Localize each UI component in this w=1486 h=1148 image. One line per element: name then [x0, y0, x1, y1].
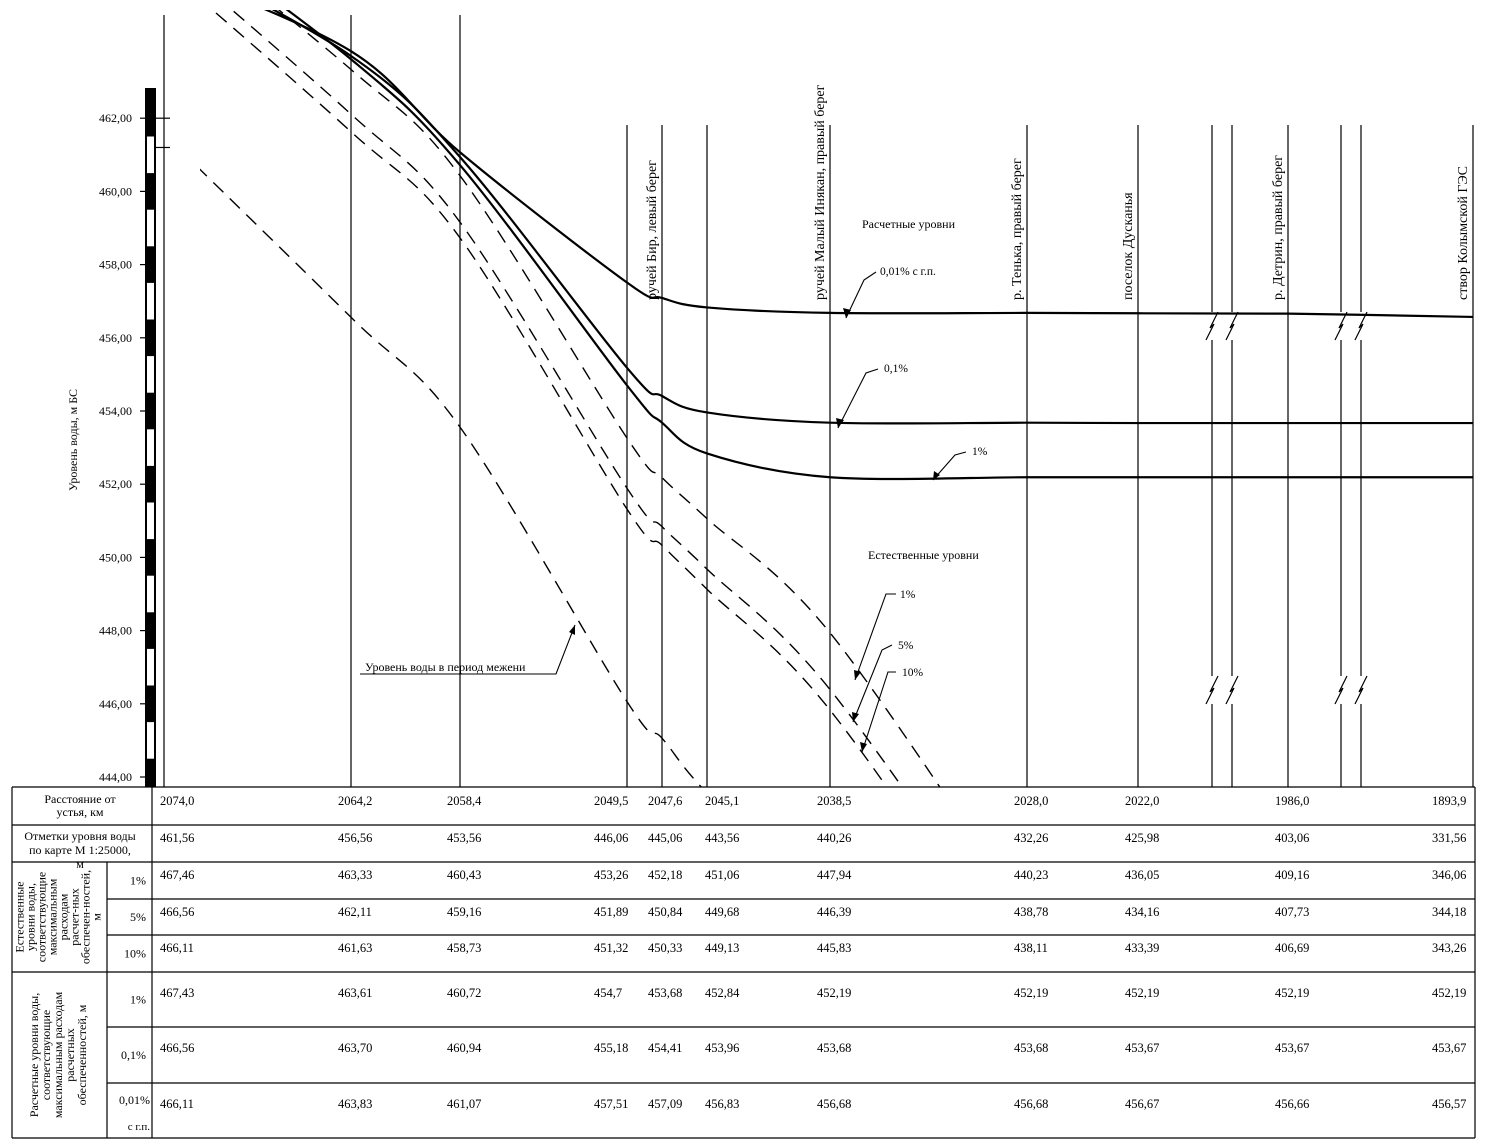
cell-design-level: 453,68 — [648, 986, 683, 1000]
y-axis-label: Уровень воды, м БС — [66, 388, 80, 492]
cell-design-level: 452,84 — [705, 986, 740, 1000]
station-place-label: ручей Малый Инякан, правый берег — [813, 84, 828, 300]
arrow-low-water — [569, 625, 575, 635]
y-tick-label: 460,00 — [99, 184, 132, 199]
cell-map-level: 403,06 — [1275, 831, 1310, 845]
cell-natural-level: 453,26 — [594, 868, 629, 882]
y-tick-label: 462,00 — [99, 111, 132, 126]
cell-design-level: 456,57 — [1432, 1097, 1467, 1111]
station-place-label: створ Колымской ГЭС — [1456, 165, 1471, 300]
scale-bar-segment — [147, 356, 154, 393]
cell-design-level: 463,70 — [338, 1041, 373, 1055]
label-design-1: 1% — [972, 446, 988, 458]
label-design-01: 0,1% — [884, 363, 908, 375]
cell-distance: 1986,0 — [1275, 794, 1310, 808]
cell-natural-level: 343,26 — [1432, 941, 1467, 955]
y-tick-label: 446,00 — [99, 696, 132, 711]
cell-natural-level: 447,94 — [817, 868, 852, 882]
scale-bar-segment — [147, 283, 154, 320]
cell-map-level: 331,56 — [1432, 831, 1467, 845]
leader-natural-5 — [853, 645, 892, 722]
cell-design-level: 452,19 — [1432, 986, 1467, 1000]
cell-map-level: 432,26 — [1014, 831, 1049, 845]
cell-design-level: 452,19 — [1275, 986, 1310, 1000]
cell-natural-level: 440,23 — [1014, 868, 1049, 882]
cell-natural-level: 452,18 — [648, 868, 683, 882]
cell-distance: 2047,6 — [648, 794, 683, 808]
cell-natural-level: 466,56 — [160, 905, 195, 919]
cell-natural-level: 344,18 — [1432, 905, 1467, 919]
cell-map-level: 446,06 — [594, 831, 629, 845]
y-tick-label: 452,00 — [99, 477, 132, 492]
cell-distance: 2045,1 — [705, 794, 740, 808]
cell-design-level: 456,67 — [1125, 1097, 1160, 1111]
y-axis-tick-labels — [99, 111, 170, 784]
station-place-label: поселок Дусканья — [1121, 192, 1136, 300]
design-group-label: Расчетные уровни — [862, 217, 956, 231]
cell-design-level: 453,68 — [1014, 1041, 1049, 1055]
arrow-natural-5 — [852, 712, 859, 722]
cell-design-level: 453,96 — [705, 1041, 740, 1055]
cell-design-level: 456,68 — [817, 1097, 852, 1111]
cell-natural-level: 409,16 — [1275, 868, 1310, 882]
cell-natural-level: 449,13 — [705, 941, 740, 955]
cell-natural-level: 433,39 — [1125, 941, 1160, 955]
scale-bar-segment — [147, 649, 154, 686]
cell-natural-level: 463,33 — [338, 868, 373, 882]
cell-natural-level: 460,43 — [447, 868, 482, 882]
cell-natural-level: 446,39 — [817, 905, 852, 919]
cell-distance: 2028,0 — [1014, 794, 1049, 808]
cell-design-level: 457,51 — [594, 1097, 629, 1111]
cell-design-level: 460,72 — [447, 986, 482, 1000]
station-place-labels — [645, 84, 1471, 300]
label-natural-10: 10% — [902, 667, 924, 679]
y-tick-label: 456,00 — [99, 330, 132, 345]
cell-map-level: 461,56 — [160, 831, 195, 845]
scale-bar-segment — [147, 503, 154, 540]
cell-natural-level: 449,68 — [705, 905, 740, 919]
cell-design-level: 455,18 — [594, 1041, 629, 1055]
group-header-natural-text: Естественныеуровни воды,соответствующиемаксимальнымрасходамрасчет-ныхобеспечен-ностей,м — [12, 869, 104, 965]
y-tick-label: 458,00 — [99, 257, 132, 272]
row-header-map: Отметки уровня воды по карте М 1:25000, м — [24, 829, 136, 871]
cell-design-level: 453,67 — [1125, 1041, 1160, 1055]
leader-design-001 — [846, 272, 876, 318]
data-table — [12, 787, 1475, 1138]
cell-design-level: 457,09 — [648, 1097, 683, 1111]
cell-design-level: 460,94 — [447, 1041, 482, 1055]
cell-natural-level: 451,32 — [594, 941, 629, 955]
cell-map-level: 445,06 — [648, 831, 683, 845]
cell-map-level: 453,56 — [447, 831, 482, 845]
y-tick-label: 444,00 — [99, 770, 132, 784]
cell-natural-level: 434,16 — [1125, 905, 1160, 919]
cell-design-level: 467,43 — [160, 986, 195, 1000]
cell-natural-level: 461,63 — [338, 941, 373, 955]
station-place-label: р. Тенька, правый берег — [1010, 158, 1025, 300]
cell-design-level: 452,19 — [1014, 986, 1049, 1000]
cell-distance: 2022,0 — [1125, 794, 1160, 808]
sub-label-natural: 5% — [130, 910, 146, 924]
group-header-design — [27, 991, 89, 1118]
y-axis-scale-bar — [145, 88, 156, 787]
cell-natural-level: 407,73 — [1275, 905, 1310, 919]
cell-design-level: 453,68 — [817, 1041, 852, 1055]
row-header-distance: Расстояние от устья, км — [44, 792, 116, 819]
cell-design-level: 453,67 — [1432, 1041, 1467, 1055]
y-tick-label: 454,00 — [99, 404, 132, 418]
scale-bar-segment — [147, 137, 154, 174]
cell-design-level: 463,83 — [338, 1097, 373, 1111]
sub-label-design: 0,01% — [119, 1093, 150, 1107]
cell-design-level: 452,19 — [1125, 986, 1160, 1000]
cell-design-level: 456,68 — [1014, 1097, 1049, 1111]
sub-label-natural: 10% — [124, 946, 146, 961]
station-place-label: ручей Бир, левый берег — [645, 160, 660, 300]
sub-label-design: 1% — [130, 992, 146, 1007]
label-low-water: Уровень воды в период межени — [365, 660, 526, 674]
cell-natural-level: 451,89 — [594, 905, 629, 919]
cell-natural-level: 450,84 — [648, 905, 683, 919]
cell-natural-level: 462,11 — [338, 905, 372, 919]
cell-distance: 2074,0 — [160, 794, 195, 808]
cell-natural-level: 451,06 — [705, 868, 740, 882]
y-tick-label: 450,00 — [99, 550, 132, 565]
cell-design-level: 456,83 — [705, 1097, 740, 1111]
label-natural-5: 5% — [898, 640, 914, 652]
group-header-natural — [13, 870, 104, 964]
cell-natural-level: 467,46 — [160, 868, 195, 882]
cell-distance: 2064,2 — [338, 794, 373, 808]
cell-design-level: 454,41 — [648, 1041, 683, 1055]
cell-design-level: 463,61 — [338, 986, 373, 1000]
cell-map-level: 440,26 — [817, 831, 852, 845]
leader-natural-10 — [862, 672, 896, 752]
axis-break-marks — [1206, 125, 1367, 787]
sub-label-design: 0,1% — [121, 1048, 146, 1062]
cell-natural-level: 466,11 — [160, 941, 194, 955]
cell-natural-level: 445,83 — [817, 941, 852, 955]
cell-natural-level: 436,05 — [1125, 868, 1160, 882]
cell-natural-level: 438,78 — [1014, 905, 1049, 919]
group-header-design-text: Расчетные уровни воды,соответствующиемаксимальным расходамрасчетныхобеспеченностей, м — [27, 991, 89, 1119]
sub-label-design-note: с г.п. — [127, 1121, 150, 1133]
cell-map-level: 456,56 — [338, 831, 373, 845]
cell-distance: 2049,5 — [594, 794, 629, 808]
cell-natural-level: 459,16 — [447, 905, 482, 919]
cell-natural-level: 438,11 — [1014, 941, 1048, 955]
cell-natural-level: 450,33 — [648, 941, 683, 955]
scale-bar-segment — [147, 429, 154, 466]
cell-distance: 2038,5 — [817, 794, 852, 808]
cell-map-level: 443,56 — [705, 831, 740, 845]
cell-natural-level: 458,73 — [447, 941, 482, 955]
scale-bar-segment — [147, 722, 154, 759]
cell-design-level: 453,67 — [1275, 1041, 1310, 1055]
y-tick-label: 448,00 — [99, 623, 132, 638]
label-design-001: 0,01% с г.п. — [880, 266, 936, 278]
cell-design-level: 452,19 — [817, 986, 852, 1000]
cell-design-level: 466,56 — [160, 1041, 195, 1055]
cell-natural-level: 346,06 — [1432, 868, 1467, 882]
leader-design-01 — [838, 369, 878, 428]
cell-distance: 1893,9 — [1432, 794, 1467, 808]
cell-design-level: 461,07 — [447, 1097, 482, 1111]
station-place-label: р. Детрин, правый берег — [1271, 154, 1286, 300]
curve-annotations — [360, 217, 988, 752]
label-natural-1: 1% — [900, 589, 916, 601]
cell-design-level: 454,7 — [594, 986, 623, 1000]
cell-design-level: 456,66 — [1275, 1097, 1310, 1111]
scale-bar-segment — [147, 576, 154, 613]
natural-group-label: Естественные уровни — [868, 548, 979, 562]
cell-design-level: 466,11 — [160, 1097, 194, 1111]
cell-distance: 2058,4 — [447, 794, 482, 808]
cell-natural-level: 406,69 — [1275, 941, 1310, 955]
cell-map-level: 425,98 — [1125, 831, 1160, 845]
scale-bar-segment — [147, 210, 154, 247]
sub-label-natural: 1% — [130, 873, 146, 888]
